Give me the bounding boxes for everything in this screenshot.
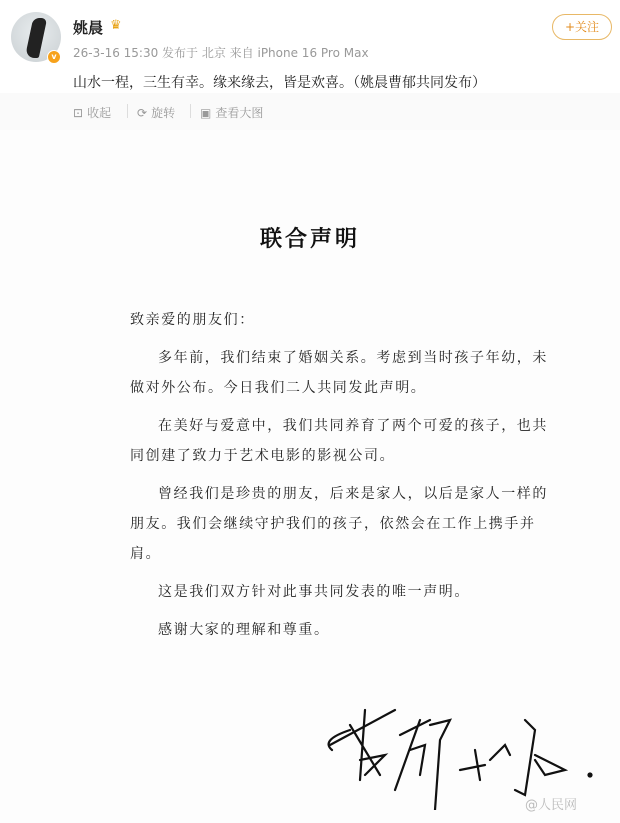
divider <box>127 104 128 118</box>
document-title: 联合声明 <box>259 226 360 252</box>
follow-button[interactable]: +关注 <box>552 14 612 40</box>
crown-icon: ♛ <box>110 18 122 33</box>
watermark: @人民网 <box>525 798 578 813</box>
post-text: 山水一程，三生有幸。缘来缘去，皆是欢喜。（姚晨曹郁共同发布） <box>73 75 486 91</box>
divider <box>190 104 191 118</box>
greeting: 致亲爱的朋友们： <box>130 312 255 328</box>
avatar-figure <box>25 18 48 58</box>
collapse-icon: ⊡ <box>73 105 84 120</box>
post-meta: 26-3-16 15:30 发布于 北京 来自 iPhone 16 Pro Max <box>73 46 369 60</box>
view-large-button[interactable]: ▣ 查看大图 <box>200 105 264 120</box>
rotate-button[interactable]: ⟳ 旋转 <box>137 105 176 120</box>
handwritten-signature <box>310 680 610 810</box>
paragraph: 在美好与爱意中，我们共同养育了两个可爱的孩子，也共同创建了致力于艺术电影的影视公司。 <box>130 418 548 464</box>
paragraph: 曾经我们是珍贵的朋友，后来是家人，以后是家人一样的朋友。我们会继续守护我们的孩子，依然会在工作上携手并肩。 <box>130 486 548 562</box>
username[interactable]: 姚晨 <box>73 19 104 37</box>
verified-badge-icon: v <box>47 50 61 64</box>
document-body <box>130 305 555 653</box>
rotate-icon: ⟳ <box>137 105 148 120</box>
image-icon: ▣ <box>200 105 212 120</box>
collapse-button[interactable]: ⊡ 收起 <box>73 105 112 120</box>
paragraph: 多年前，我们结束了婚姻关系。考虑到当时孩子年幼，未做对外公布。今日我们二人共同发此声明。 <box>130 350 548 396</box>
paragraph: 这是我们双方针对此事共同发表的唯一声明。 <box>158 584 470 600</box>
paragraph: 感谢大家的理解和尊重。 <box>158 622 330 638</box>
